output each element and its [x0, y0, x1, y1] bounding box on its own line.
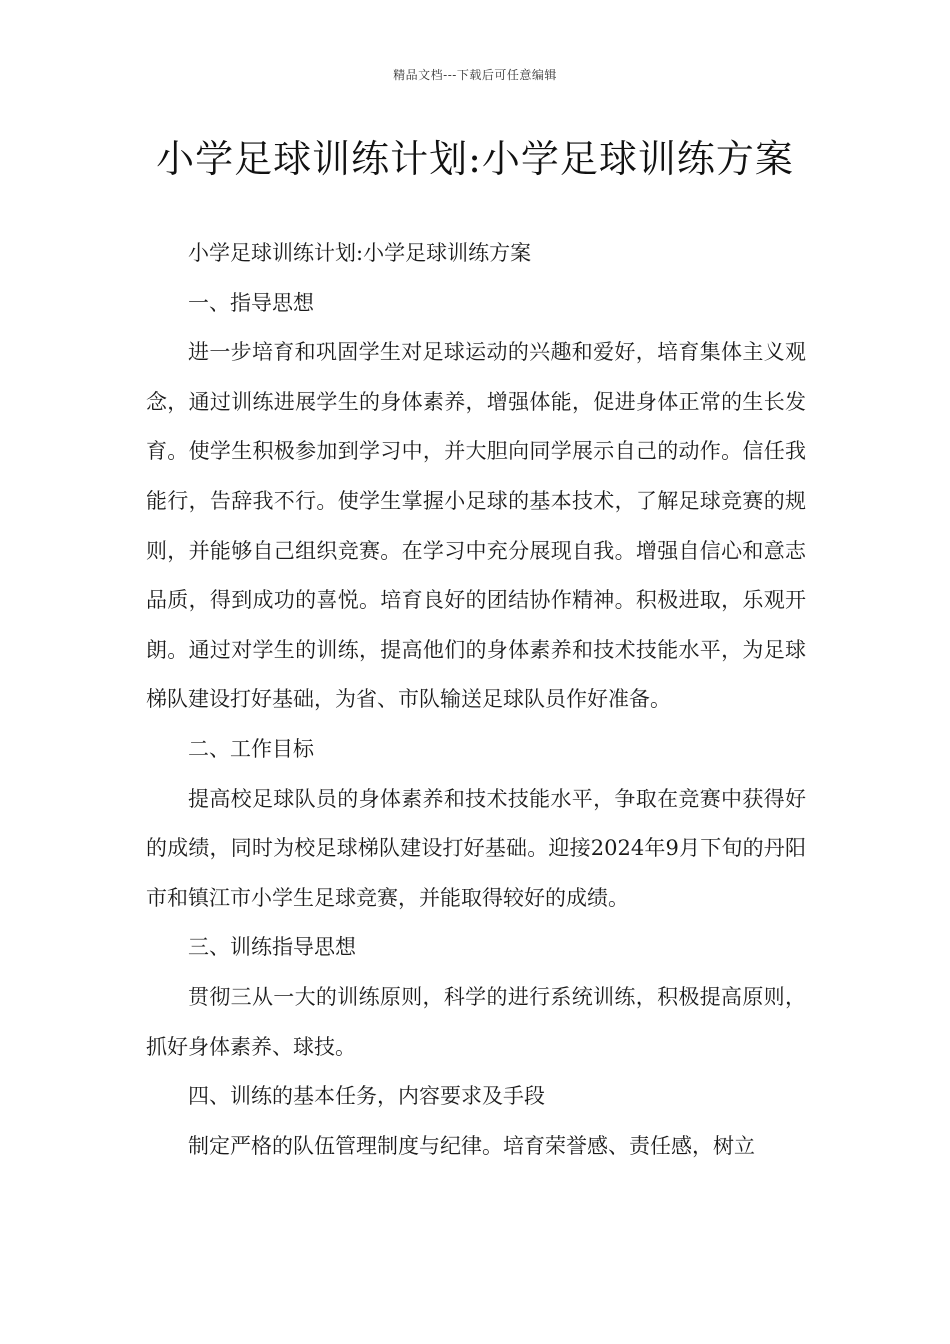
section-heading-work-goals: 二、工作目标	[188, 736, 314, 761]
document-title: 小学足球训练计划:小学足球训练方案	[156, 137, 794, 181]
paragraph-work-goals: 提高校足球队员的身体素养和技术技能水平，争取在竞赛中获得好的成绩，同时为校足球梯队建设打好基础。迎接2024年9月下旬的丹阳市和镇江市小学生足球竞赛，并能取得较好的成绩。	[146, 786, 806, 910]
section-heading-training-guidance: 三、训练指导思想	[188, 935, 356, 960]
paragraph-subtitle: 小学足球训练计划:小学足球训练方案	[188, 241, 532, 265]
document-body	[146, 229, 806, 1171]
paragraph-training-guidance: 贯彻三从一大的训练原则，科学的进行系统训练，积极提高原则，抓好身体素养、球技。	[146, 984, 806, 1059]
paragraph-basic-tasks: 制定严格的队伍管理制度与纪律。培育荣誉感、责任感，树立	[188, 1133, 755, 1158]
section-heading-basic-tasks: 四、训练的基本任务，内容要求及手段	[188, 1084, 545, 1109]
header-note: 精品文档---下载后可任意编辑	[393, 68, 557, 82]
section-heading-guiding-thought: 一、指导思想	[188, 290, 314, 315]
paragraph-guiding-thought: 进一步培育和巩固学生对足球运动的兴趣和爱好，培育集体主义观念，通过训练进展学生的身体素养，增强体能，促进身体正常的生长发育。使学生积极参加到学习中，并大胆向同学展示自己的动作。信任我能行，告辞我不行。使学生掌握小足球的基本技术，了解足球竞赛的规则，并能够自己组织竞赛。在学习中充分展现自我。增强自信心和意志品质，得到成功的喜悦。培育良好的团结协作精神。积极进取，乐观开朗。通过对学生的训练，提高他们的身体素养和技术技能水平，为足球梯队建设打好基础，为省、市队输送足球队员作好准备。	[146, 340, 806, 712]
